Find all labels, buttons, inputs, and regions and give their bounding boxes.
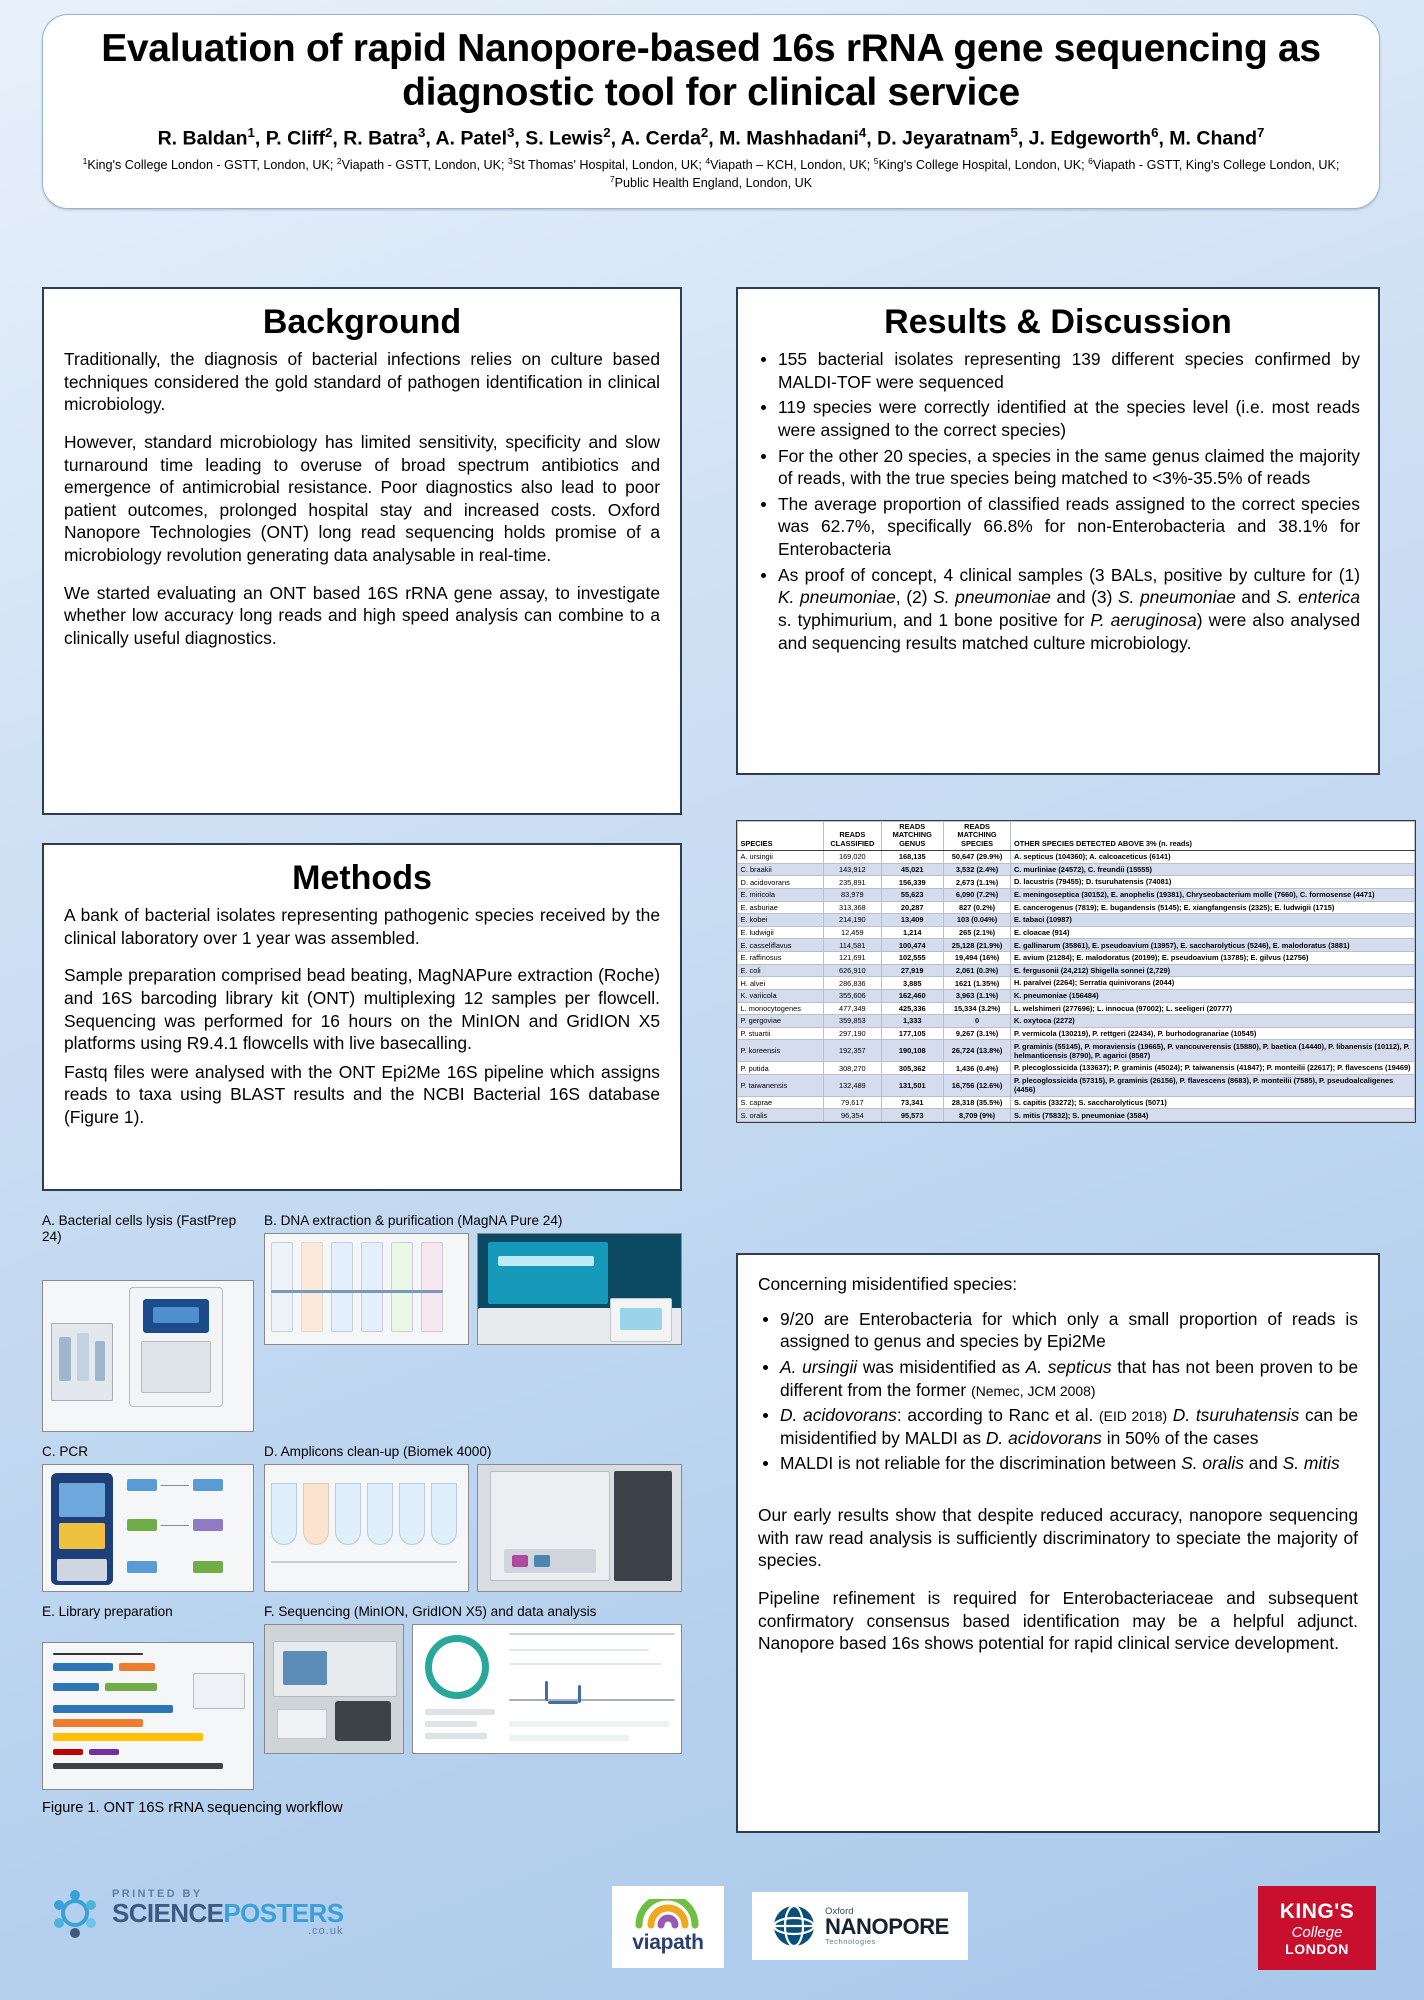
nanopore-technologies-label: Technologies xyxy=(825,1937,877,1946)
table-cell: 162,460 xyxy=(881,989,943,1002)
results-bullet: • The average proportion of classified reads assigned to the correct species was 62.7%, specifically 66.8% for non-Enterobacteria and 38.1% for Enterobacteria xyxy=(778,493,1360,561)
table-cell: A. septicus (104360); A. calcoaceticus (6141) xyxy=(1011,851,1415,864)
table-cell: E. coli xyxy=(738,964,824,977)
table-column-header: SPECIES xyxy=(738,822,824,851)
table-cell: S. oralis xyxy=(738,1109,824,1122)
discussion-bullet: • 9/20 are Enterobacteria for which only a small proportion of reads is assigned to genus and species by Epi2Me xyxy=(780,1308,1358,1353)
table-cell: 20,287 xyxy=(881,901,943,914)
figure-row-cd xyxy=(42,1444,682,1592)
table-cell: 3,963 (1.1%) xyxy=(943,989,1011,1002)
figure-panel-c xyxy=(42,1444,254,1592)
table-cell: K. variicola xyxy=(738,989,824,1002)
table-cell: 16,756 (12.6%) xyxy=(943,1074,1011,1096)
table-cell: 55,623 xyxy=(881,888,943,901)
table-cell: 425,336 xyxy=(881,1002,943,1015)
figure-panel-f xyxy=(264,1604,682,1790)
discussion-paragraph-1: Our early results show that despite reduced accuracy, nanopore sequencing with raw read analysis is sufficiently discriminatory to speciate the majority of species. xyxy=(758,1505,1358,1571)
table-cell: 827 (0.2%) xyxy=(943,901,1011,914)
table-cell: S. caprae xyxy=(738,1096,824,1109)
table-row xyxy=(738,1015,1415,1028)
table-cell: E. asburiae xyxy=(738,901,824,914)
table-cell: 96,354 xyxy=(823,1109,881,1122)
figure-image-b1 xyxy=(264,1233,469,1345)
table-cell: 297,190 xyxy=(823,1027,881,1040)
table-cell: C. murliniae (24572), C. freundii (15555) xyxy=(1011,863,1415,876)
table-cell: 3,532 (2.4%) xyxy=(943,863,1011,876)
background-body xyxy=(44,348,680,664)
discussion-section xyxy=(736,1253,1380,1833)
nanopore-logo xyxy=(752,1892,968,1960)
table-cell: P. plecoglossicida (133637); P. graminis (45024); P. taiwanensis (41847); P. monteilii (22617); P. flavescens (19469) xyxy=(1011,1062,1415,1075)
results-bullet: • For the other 20 species, a species in the same genus claimed the majority of reads, with the true species being matched to <3%-35.5% of reads xyxy=(778,445,1360,490)
figure-image-f2 xyxy=(412,1624,682,1754)
table-cell: 131,501 xyxy=(881,1074,943,1096)
discussion-body xyxy=(738,1255,1378,1669)
discussion-paragraph-2: Pipeline refinement is required for Enterobacteriaceae and subsequent confirmatory consensus based identification may be a helpful adjunct. Nanopore based 16s shows potential for rapid clinical service development. xyxy=(758,1587,1358,1654)
table-row xyxy=(738,901,1415,914)
nanopore-oxford-label: Oxford xyxy=(825,1905,854,1917)
discussion-bullet: • A. ursingii was misidentified as A. septicus that has not been proven to be different from the former (Nemec, JCM 2008) xyxy=(780,1356,1358,1401)
table-row xyxy=(738,1096,1415,1109)
table-cell: L. monocytogenes xyxy=(738,1002,824,1015)
table-cell: 28,318 (35.5%) xyxy=(943,1096,1011,1109)
figure-panel-f-label: F. Sequencing (MinION, GridION X5) and data analysis xyxy=(264,1603,597,1619)
table-cell: 313,368 xyxy=(823,901,881,914)
table-cell: H. alvei xyxy=(738,977,824,990)
table-cell: 50,647 (29.9%) xyxy=(943,851,1011,864)
table-cell: P. koreensis xyxy=(738,1040,824,1062)
table-cell: 73,341 xyxy=(881,1096,943,1109)
table-cell: P. putida xyxy=(738,1062,824,1075)
results-heading: Results & Discussion xyxy=(884,303,1232,341)
table-cell: 114,581 xyxy=(823,939,881,952)
background-paragraph-1: Traditionally, the diagnosis of bacterial infections relies on culture based techniques considered the gold standard of pathogen identification in clinical microbiology. xyxy=(64,349,660,415)
table-cell: S. mitis (75832); S. pneumoniae (3584) xyxy=(1011,1109,1415,1122)
table-cell: 79,617 xyxy=(823,1096,881,1109)
methods-paragraph-2: Sample preparation comprised bead beating, MagNAPure extraction (Roche) and 16S barcoding library kit (ONT) multiplexing 12 samples per flowcell. Sequencing was performed for 16 hours on the MinION and GridION X5 platforms using R9.4.1 flowcells with live basecalling. xyxy=(64,965,660,1054)
table-row xyxy=(738,952,1415,965)
background-heading: Background xyxy=(262,303,462,341)
table-cell: E. fergusonii (24,212) Shigella sonnei (2,729) xyxy=(1011,964,1415,977)
table-cell: 169,020 xyxy=(823,851,881,864)
background-paragraph-3: We started evaluating an ONT based 16S rRNA gene assay, to investigate whether low accuracy long reads and high speed analysis can combine to a clinically useful diagnostics. xyxy=(64,582,660,648)
background-section xyxy=(42,287,682,815)
table-cell: 100,474 xyxy=(881,939,943,952)
scienceposters-name-posters: POSTERS xyxy=(223,1898,344,1928)
table-cell: P. gergoviae xyxy=(738,1015,824,1028)
table-cell: 477,349 xyxy=(823,1002,881,1015)
figure-panel-d xyxy=(264,1444,682,1592)
nanopore-wordmark xyxy=(825,1907,949,1946)
figure-panel-b-label: B. DNA extraction & purification (MagNA Pure 24) xyxy=(264,1213,563,1228)
kcl-line-3: LONDON xyxy=(1285,1940,1349,1957)
table-cell: 132,489 xyxy=(823,1074,881,1096)
table-row xyxy=(738,1109,1415,1122)
table-cell: 626,910 xyxy=(823,964,881,977)
table-cell: 305,362 xyxy=(881,1062,943,1075)
table-cell: 121,691 xyxy=(823,952,881,965)
scienceposters-wordmark xyxy=(112,1889,343,1937)
table-row xyxy=(738,888,1415,901)
figure-panel-b xyxy=(264,1213,682,1432)
title-card xyxy=(42,14,1380,209)
figure-panel-e xyxy=(42,1604,254,1790)
table-cell: 27,919 xyxy=(881,964,943,977)
table-cell: 156,339 xyxy=(881,876,943,889)
species-results-table xyxy=(737,821,1415,1122)
results-bullet: • As proof of concept, 4 clinical samples (3 BALs, positive by culture for (1) K. pneumoniae, (2) S. pneumoniae and (3) S. pneumoniae and S. enterica s. typhimurium, and 1 bone positive for P. aeruginosa) were also analysed and sequencing results matched culture microbiology. xyxy=(778,564,1360,655)
table-row xyxy=(738,876,1415,889)
table-row xyxy=(738,939,1415,952)
figure-row-ef xyxy=(42,1604,682,1790)
table-cell: E. meningoseptica (30152), E. anophelis (19381), Chryseobacterium molle (7660), C. formosense (4471) xyxy=(1011,888,1415,901)
table-cell: 13,409 xyxy=(881,914,943,927)
table-cell: E. kobei xyxy=(738,914,824,927)
scienceposters-name xyxy=(112,1900,343,1926)
kcl-line-1: KING'S xyxy=(1279,1899,1355,1923)
author-list: R. Baldan$^1$, P. Cliff$^2$, R. Batra$^3$, A. Patel$^3$, S. Lewis$^2$, A. Cerda$^2$, M. Mashhadani$^4$, D. Jeyaratnam$^5$, J. Edgeworth$^6$, M. Chand$^7$ xyxy=(157,124,1265,150)
printed-by-label: PRINTED BY xyxy=(112,1888,203,1900)
table-row xyxy=(738,1002,1415,1015)
table-cell: 0 xyxy=(943,1015,1011,1028)
table-cell: 45,021 xyxy=(881,863,943,876)
table-cell: D. lacustris (79455); D. tsuruhatensis (74081) xyxy=(1011,876,1415,889)
table-cell: 19,494 (16%) xyxy=(943,952,1011,965)
table-cell: E. avium (21284); E. malodoratus (20199); E. pseudoavium (13785); E. gilvus (12756) xyxy=(1011,952,1415,965)
scienceposters-domain: .co.uk xyxy=(308,1925,344,1937)
figure-image-f1 xyxy=(264,1624,404,1754)
table-cell: 359,853 xyxy=(823,1015,881,1028)
table-cell: 235,891 xyxy=(823,876,881,889)
table-cell: 1,436 (0.4%) xyxy=(943,1062,1011,1075)
table-cell: P. vermicola (130219), P. rettgeri (22434), P. burhodogranariae (10545) xyxy=(1011,1027,1415,1040)
viapath-logo xyxy=(612,1886,724,1968)
table-cell: 83,979 xyxy=(823,888,881,901)
figure-panel-a xyxy=(42,1213,254,1432)
figure-panel-d-label: D. Amplicons clean-up (Biomek 4000) xyxy=(264,1443,492,1459)
kings-college-london-logo xyxy=(1258,1886,1376,1970)
figure-image-d1 xyxy=(264,1464,469,1592)
table-column-header: OTHER SPECIES DETECTED ABOVE 3% (n. reads) xyxy=(1011,822,1415,851)
table-row xyxy=(738,1074,1415,1096)
table-cell: 9,267 (3.1%) xyxy=(943,1027,1011,1040)
kcl-line-2: College xyxy=(1291,1923,1343,1941)
table-cell: P. plecoglossicida (57315), P. graminis (26156), P. flavescens (8683), P. monteilii (7585), P. pseudoalcaligenes (4456) xyxy=(1011,1074,1415,1096)
table-cell: 25,128 (21.9%) xyxy=(943,939,1011,952)
table-cell: C. braakii xyxy=(738,863,824,876)
table-cell: 286,836 xyxy=(823,977,881,990)
table-cell: 308,270 xyxy=(823,1062,881,1075)
scienceposters-logo xyxy=(48,1886,343,1940)
table-cell: K. oxytoca (2272) xyxy=(1011,1015,1415,1028)
figure-row-ab xyxy=(42,1213,682,1432)
table-row xyxy=(738,977,1415,990)
figure-panel-a-label: A. Bacterial cells lysis (FastPrep 24) xyxy=(42,1213,237,1245)
results-bullet: • 119 species were correctly identified at the species level (i.e. most reads were assigned to the correct species) xyxy=(778,396,1360,441)
table-cell: E. cancerogenus (7819); E. bugandensis (5145); E. xiangfangensis (2325); E. ludwigii (1715) xyxy=(1011,901,1415,914)
viapath-arc-icon xyxy=(633,1899,703,1929)
table-cell: L. welshimeri (277696); L. innocua (97002); L. seeligeri (20777) xyxy=(1011,1002,1415,1015)
table-cell: 8,709 (9%) xyxy=(943,1109,1011,1122)
table-cell: 355,606 xyxy=(823,989,881,1002)
figure-caption: Figure 1. ONT 16S rRNA sequencing workflow xyxy=(42,1800,343,1817)
table-row xyxy=(738,1040,1415,1062)
table-cell: E. miricola xyxy=(738,888,824,901)
table-column-header: READS CLASSIFIED xyxy=(823,822,881,851)
methods-heading: Methods xyxy=(292,859,432,897)
table-row xyxy=(738,863,1415,876)
table-cell: P. stuartii xyxy=(738,1027,824,1040)
table-cell: 143,912 xyxy=(823,863,881,876)
table-cell: 102,555 xyxy=(881,952,943,965)
table-row xyxy=(738,964,1415,977)
table-row xyxy=(738,914,1415,927)
methods-section xyxy=(42,843,682,1191)
table-cell: E. raffinosus xyxy=(738,952,824,965)
table-cell: 15,334 (3.2%) xyxy=(943,1002,1011,1015)
discussion-bullet: • D. acidovorans: according to Ranc et al. (EID 2018) D. tsuruhatensis can be misidentified by MALDI as D. acidovorans in 50% of the cases xyxy=(780,1404,1358,1449)
table-cell: 3,885 xyxy=(881,977,943,990)
table-cell: 168,135 xyxy=(881,851,943,864)
discussion-intro: Concerning misidentified species: xyxy=(758,1274,1018,1294)
table-cell: H. paralvei (2264); Serratia quinivorans (2044) xyxy=(1011,977,1415,990)
figure-image-d2 xyxy=(477,1464,682,1592)
table-header xyxy=(738,822,1415,851)
table-cell: E. cloacae (914) xyxy=(1011,926,1415,939)
table-cell: E. ludwigii xyxy=(738,926,824,939)
nanopore-globe-icon xyxy=(771,1903,817,1949)
table-cell: D. acidovorans xyxy=(738,876,824,889)
table-row xyxy=(738,989,1415,1002)
page-title: Evaluation of rapid Nanopore-based 16s rRNA gene sequencing as diagnostic tool for clinical service xyxy=(101,27,1321,115)
table-cell: 6,090 (7.2%) xyxy=(943,888,1011,901)
table-cell: P. graminis (55145), P. moraviensis (19665), P. vancouverensis (15880), P. baetica (14440), P. libanensis (10112), P. helmanticensis (8790), P. agarici (8587) xyxy=(1011,1040,1415,1062)
table-header-row xyxy=(738,822,1415,851)
table-row xyxy=(738,851,1415,864)
affiliations: $^1$King's College London - GSTT, London, UK; $^2$Viapath - GSTT, London, UK; $^3$St Thomas' Hospital, London, UK; $^4$Viapath – KCH, London, UK; $^5$King's College Hospital, London, UK; $^6$Viapath - GSTT, King's College London, UK; $^7$Public Health England, London, UK xyxy=(82,156,1340,191)
results-bullet-list xyxy=(738,348,1378,669)
methods-paragraph-1: A bank of bacterial isolates representing pathogenic species received by the clinical laboratory over 1 year was assembled. xyxy=(64,905,660,948)
figure-image-a xyxy=(42,1280,254,1432)
discussion-bullet: • MALDI is not reliable for the discrimination between S. oralis and S. mitis xyxy=(780,1452,1358,1475)
table-row xyxy=(738,1062,1415,1075)
table-cell: 1,333 xyxy=(881,1015,943,1028)
figure-panel-e-label: E. Library preparation xyxy=(42,1603,173,1619)
table-row xyxy=(738,926,1415,939)
table-cell: 214,190 xyxy=(823,914,881,927)
results-section xyxy=(736,287,1380,775)
table-cell: 2,673 (1.1%) xyxy=(943,876,1011,889)
table-cell: 192,357 xyxy=(823,1040,881,1062)
table-row xyxy=(738,1027,1415,1040)
table-cell: P. taiwanensis xyxy=(738,1074,824,1096)
table-body xyxy=(738,851,1415,1122)
figure-panel-c-label: C. PCR xyxy=(42,1443,89,1459)
table-cell: 1621 (1.35%) xyxy=(943,977,1011,990)
table-cell: 26,724 (13.8%) xyxy=(943,1040,1011,1062)
figure-image-b2 xyxy=(477,1233,682,1345)
footer-logos xyxy=(0,1862,1424,2000)
methods-body xyxy=(44,904,680,1143)
table-cell: K. pneumoniae (156484) xyxy=(1011,989,1415,1002)
table-cell: E. casseliflavus xyxy=(738,939,824,952)
figure-image-e xyxy=(42,1642,254,1790)
viapath-wordmark: viapath xyxy=(632,1931,704,1954)
table-cell: 265 (2.1%) xyxy=(943,926,1011,939)
table-column-header: READS MATCHING GENUS xyxy=(881,822,943,851)
table-cell: 2,061 (0.3%) xyxy=(943,964,1011,977)
results-bullet: • 155 bacterial isolates representing 139 different species confirmed by MALDI-TOF were sequenced xyxy=(778,348,1360,393)
table-column-header: READS MATCHING SPECIES xyxy=(943,822,1011,851)
table-cell: E. gallinarum (35861), E. pseudoavium (13957), E. saccharolyticus (5246), E. malodoratus (3881) xyxy=(1011,939,1415,952)
table-cell: A. ursingii xyxy=(738,851,824,864)
methods-paragraph-3: Fastq files were analysed with the ONT Epi2Me 16S pipeline which assigns reads to taxa using BLAST results and the NCBI Bacterial 16S database (Figure 1). xyxy=(64,1061,660,1127)
table-cell: 103 (0.04%) xyxy=(943,914,1011,927)
table-cell: 1,214 xyxy=(881,926,943,939)
table-cell: S. capitis (33272); S. saccharolyticus (5071) xyxy=(1011,1096,1415,1109)
table-cell: 190,108 xyxy=(881,1040,943,1062)
species-results-table-container xyxy=(736,820,1416,1123)
figure-image-c xyxy=(42,1464,254,1592)
table-cell: 12,459 xyxy=(823,926,881,939)
background-paragraph-2: However, standard microbiology has limited sensitivity, specificity and slow turnaround time leading to overuse of broad spectrum antibiotics and emergence of antimicrobial resistance. Poor diagnostics also lead to poor patient outcomes, prolonged hospital stay and increased costs. Oxford Nanopore Technologies (ONT) long read sequencing holds promise of a microbiology revolution generating data analysable in real-time. xyxy=(64,431,660,565)
table-cell: E. tabaci (10987) xyxy=(1011,914,1415,927)
discussion-bullet-list xyxy=(758,1308,1358,1490)
table-cell: 95,573 xyxy=(881,1109,943,1122)
nanopore-name: NANOPORE xyxy=(825,1914,949,1939)
table-cell: 177,105 xyxy=(881,1027,943,1040)
scienceposters-mark-icon xyxy=(48,1886,102,1940)
scienceposters-name-science: SCIENCE xyxy=(112,1898,224,1928)
workflow-figure xyxy=(42,1213,682,1833)
